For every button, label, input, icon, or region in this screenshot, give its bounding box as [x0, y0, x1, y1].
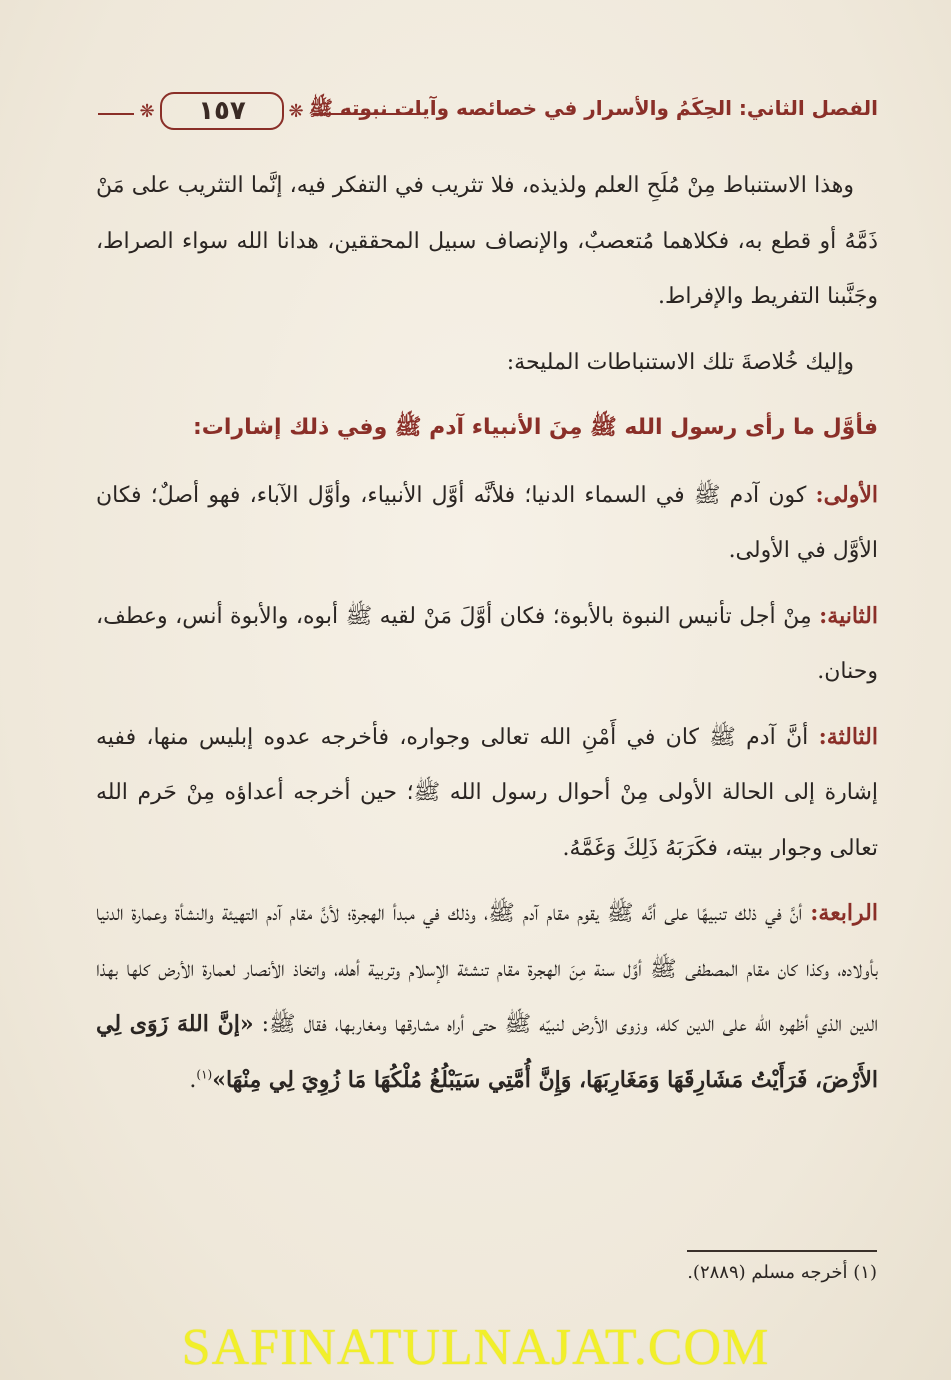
point-text: أنَّ آدم ﷺ كان في أَمْنِ الله تعالى وجواره، فأخرجه عدوه إبليس منها، ففيه إشارة إلى الحالة الأولى مِنْ أحوال رسول الله ﷺ؛ حين أخرجه أعداؤه مِنْ حَرم الله تعالى وجوار بيته، فكَرَبَهُ ذَلِكَ وَغَمَّهُ.	[96, 724, 878, 861]
section-heading: فأوَّل ما رأى رسول الله ﷺ مِنَ الأنبياء آدم ﷺ وفي ذلك إشارات:	[193, 415, 878, 440]
point-label: الرابعة:	[810, 900, 878, 926]
ornament-icon: ❋	[288, 101, 304, 122]
page-body	[96, 158, 878, 1118]
point-text: أنَّ في ذلك تنبيهًا على أنَّه ﷺ يقوم مقام آدم ﷺ، وذلك في مبدأ الهجرة؛ لأنَّ مقام آدم التهيئة والنشأة وعمارة الدنيا بأولاده، وكذا كان مقام المصطفى ﷺ أوَّل سنة مِنَ الهجرة مقام تنشئة الإسلام وتربية أهله، واتخاذ الأنصار لعمارة الأرض كلها بهذا الدين الذي أظهره الله على الدين كله، وزوى الأرض لنبيّه ﷺ حتى أراه مشارقها ومغاربها، فقال ﷺ:	[96, 901, 878, 1037]
ornament-icon: ❋	[139, 101, 155, 122]
page-number: ١٥٧	[160, 92, 284, 130]
footnote-divider	[687, 1250, 877, 1252]
page-header	[98, 86, 878, 140]
footnote-ref: (١)	[196, 1067, 213, 1082]
paragraph-intro: وهذا الاستنباط مِنْ مُلَحِ العلم ولذيذه، فلا تثريب في التفكر فيه، إنَّما التثريب على مَنْ ذَمَّهُ أو قطع به، فكلاهما مُتعصبٌ، والإنصاف سبيل المحققين، هدانا الله سواء الصراط، وجَنَّبنا التفريط والإفراط.	[96, 173, 878, 309]
sentence-end: .	[189, 1067, 197, 1093]
point-first	[96, 468, 878, 579]
footnote: (١) أخرجه مسلم (٢٨٨٩).	[687, 1262, 877, 1283]
point-label: الثالثة:	[818, 723, 878, 750]
header-rule-left	[98, 113, 134, 115]
point-second	[96, 589, 878, 700]
paragraph-summary-intro: وإليك خُلاصةَ تلك الاستنباطات المليحة:	[506, 349, 854, 375]
chapter-title: الفصل الثاني: الحِكَمُ والأسرار في خصائصه وآيات نبوته ﷺ	[308, 96, 878, 120]
point-fourth	[96, 886, 878, 1108]
point-label: الثانية:	[819, 602, 878, 629]
point-text: كون آدم ﷺ في السماء الدنيا؛ فلأنَّه أوَّل الأنبياء، وأوَّل الآباء، فهو أصلٌ؛ فكان الأوَّل في الأولى.	[96, 482, 878, 563]
hadith-quote: «إنَّ اللهَ زَوَى لِي الأَرْضَ، فَرَأَيْتُ مَشَارِقَهَا وَمَغَارِبَهَا، وَإِنَّ أُمَّتِي سَيَبْلُغُ مُلْكُهَا مَا زُوِيَ لِي مِنْهَا»	[96, 1011, 878, 1093]
point-text: مِنْ أجل تأنيس النبوة بالأبوة؛ فكان أوَّلَ مَنْ لقيه ﷺ أبوه، والأبوة أنس، وعطف، وحنان.	[96, 603, 878, 684]
point-label: الأولى:	[815, 481, 878, 508]
watermark: SAFINATULNAJAT.COM	[181, 1319, 770, 1376]
point-third	[96, 710, 878, 877]
